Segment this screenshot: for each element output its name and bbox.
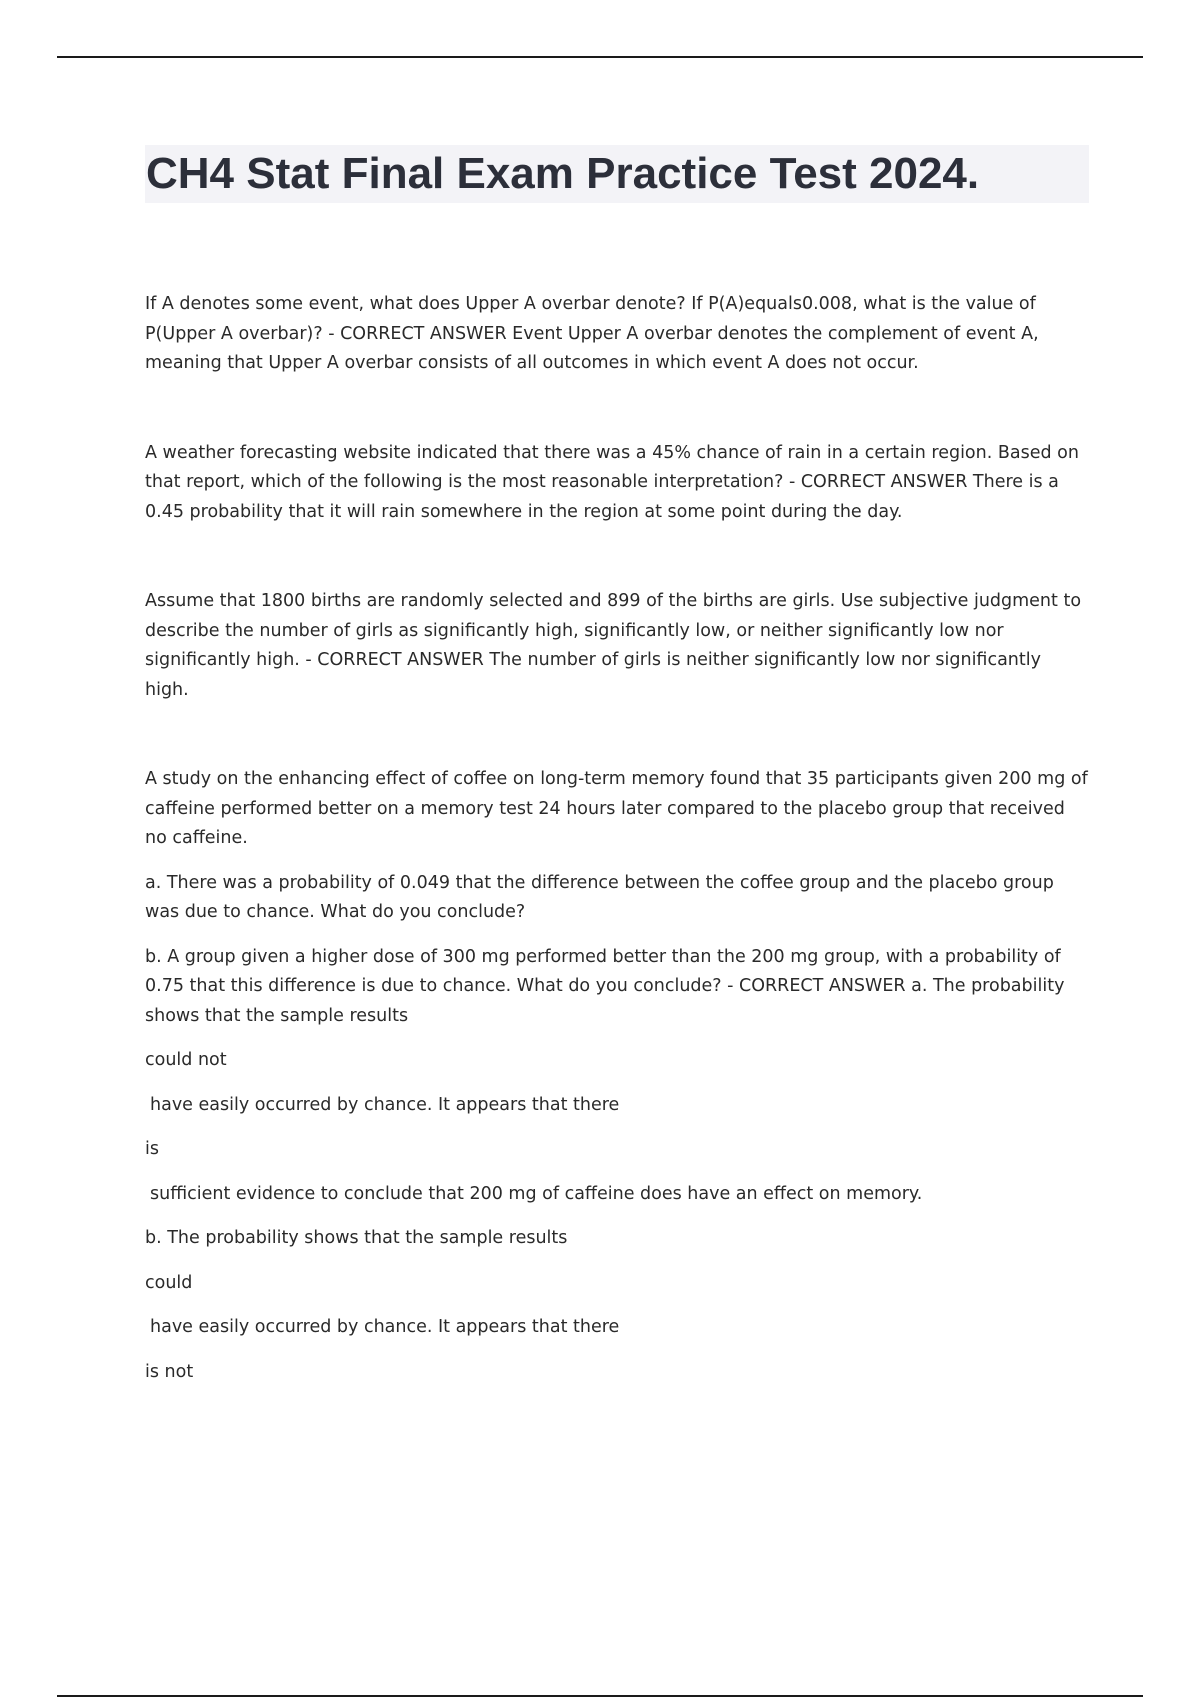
sub-question-a: a. There was a probability of 0.049 that the difference between the coffee group and the placebo group was due to chance. What do you conclude? — [145, 872, 1054, 922]
question-2 — [145, 439, 1090, 528]
answer-line: could not — [145, 1050, 227, 1070]
question-text: If A denotes some event, what does Upper A overbar denote? If P(A)equals0.008, what is the value of P(Upper A overbar)? - CORRECT ANSWER Event Upper A overbar denotes the complement of event A, meaning that Upper A overbar consists of all outcomes in which event A does not occur. — [145, 294, 1039, 373]
answer-line: sufficient evidence to conclude that 200 mg of caffeine does have an effect on memory. — [150, 1183, 923, 1204]
document-title: CH4 Stat Final Exam Practice Test 2024. — [146, 149, 980, 198]
answer-line: could — [145, 1272, 193, 1293]
question-1 — [145, 290, 1090, 379]
answer-line: have easily occurred by chance. It appears that there — [150, 1094, 620, 1115]
sub-question-b: b. A group given a higher dose of 300 mg performed better than the 200 mg group, with a probability of 0.75 that this difference is due to chance. What do you conclude? - CORRECT ANSWER a. The probability shows that the sample results — [145, 946, 1065, 1026]
question-3 — [145, 587, 1090, 705]
question-stem: A study on the enhancing effect of coffee on long-term memory found that 35 participants given 200 mg of caffeine performed better on a memory test 24 hours later compared to the placebo group that received no caffeine. — [145, 769, 1088, 848]
answer-line: is — [145, 1139, 159, 1159]
question-text: Assume that 1800 births are randomly selected and 899 of the births are girls. Use subjective judgment to describe the number of girls as significantly high, significantly low, or neither significantly low nor significantly high. - CORRECT ANSWER The number of girls is neither significantly low nor significantly high. — [145, 591, 1082, 700]
answer-line: is not — [145, 1361, 194, 1382]
question-4 — [145, 765, 1090, 1387]
top-rule — [57, 56, 1143, 58]
bottom-rule — [57, 1695, 1143, 1697]
document-body — [145, 290, 1090, 1402]
question-text: A weather forecasting website indicated that there was a 45% chance of rain in a certain region. Based on that report, which of the following is the most reasonable interpretation? - CORRECT ANSWER There is a 0.45 probability that it will rain somewhere in the region at some point during the day. — [145, 442, 1079, 522]
answer-line: have easily occurred by chance. It appears that there — [150, 1317, 620, 1337]
answer-line: b. The probability shows that the sample results — [145, 1228, 568, 1248]
